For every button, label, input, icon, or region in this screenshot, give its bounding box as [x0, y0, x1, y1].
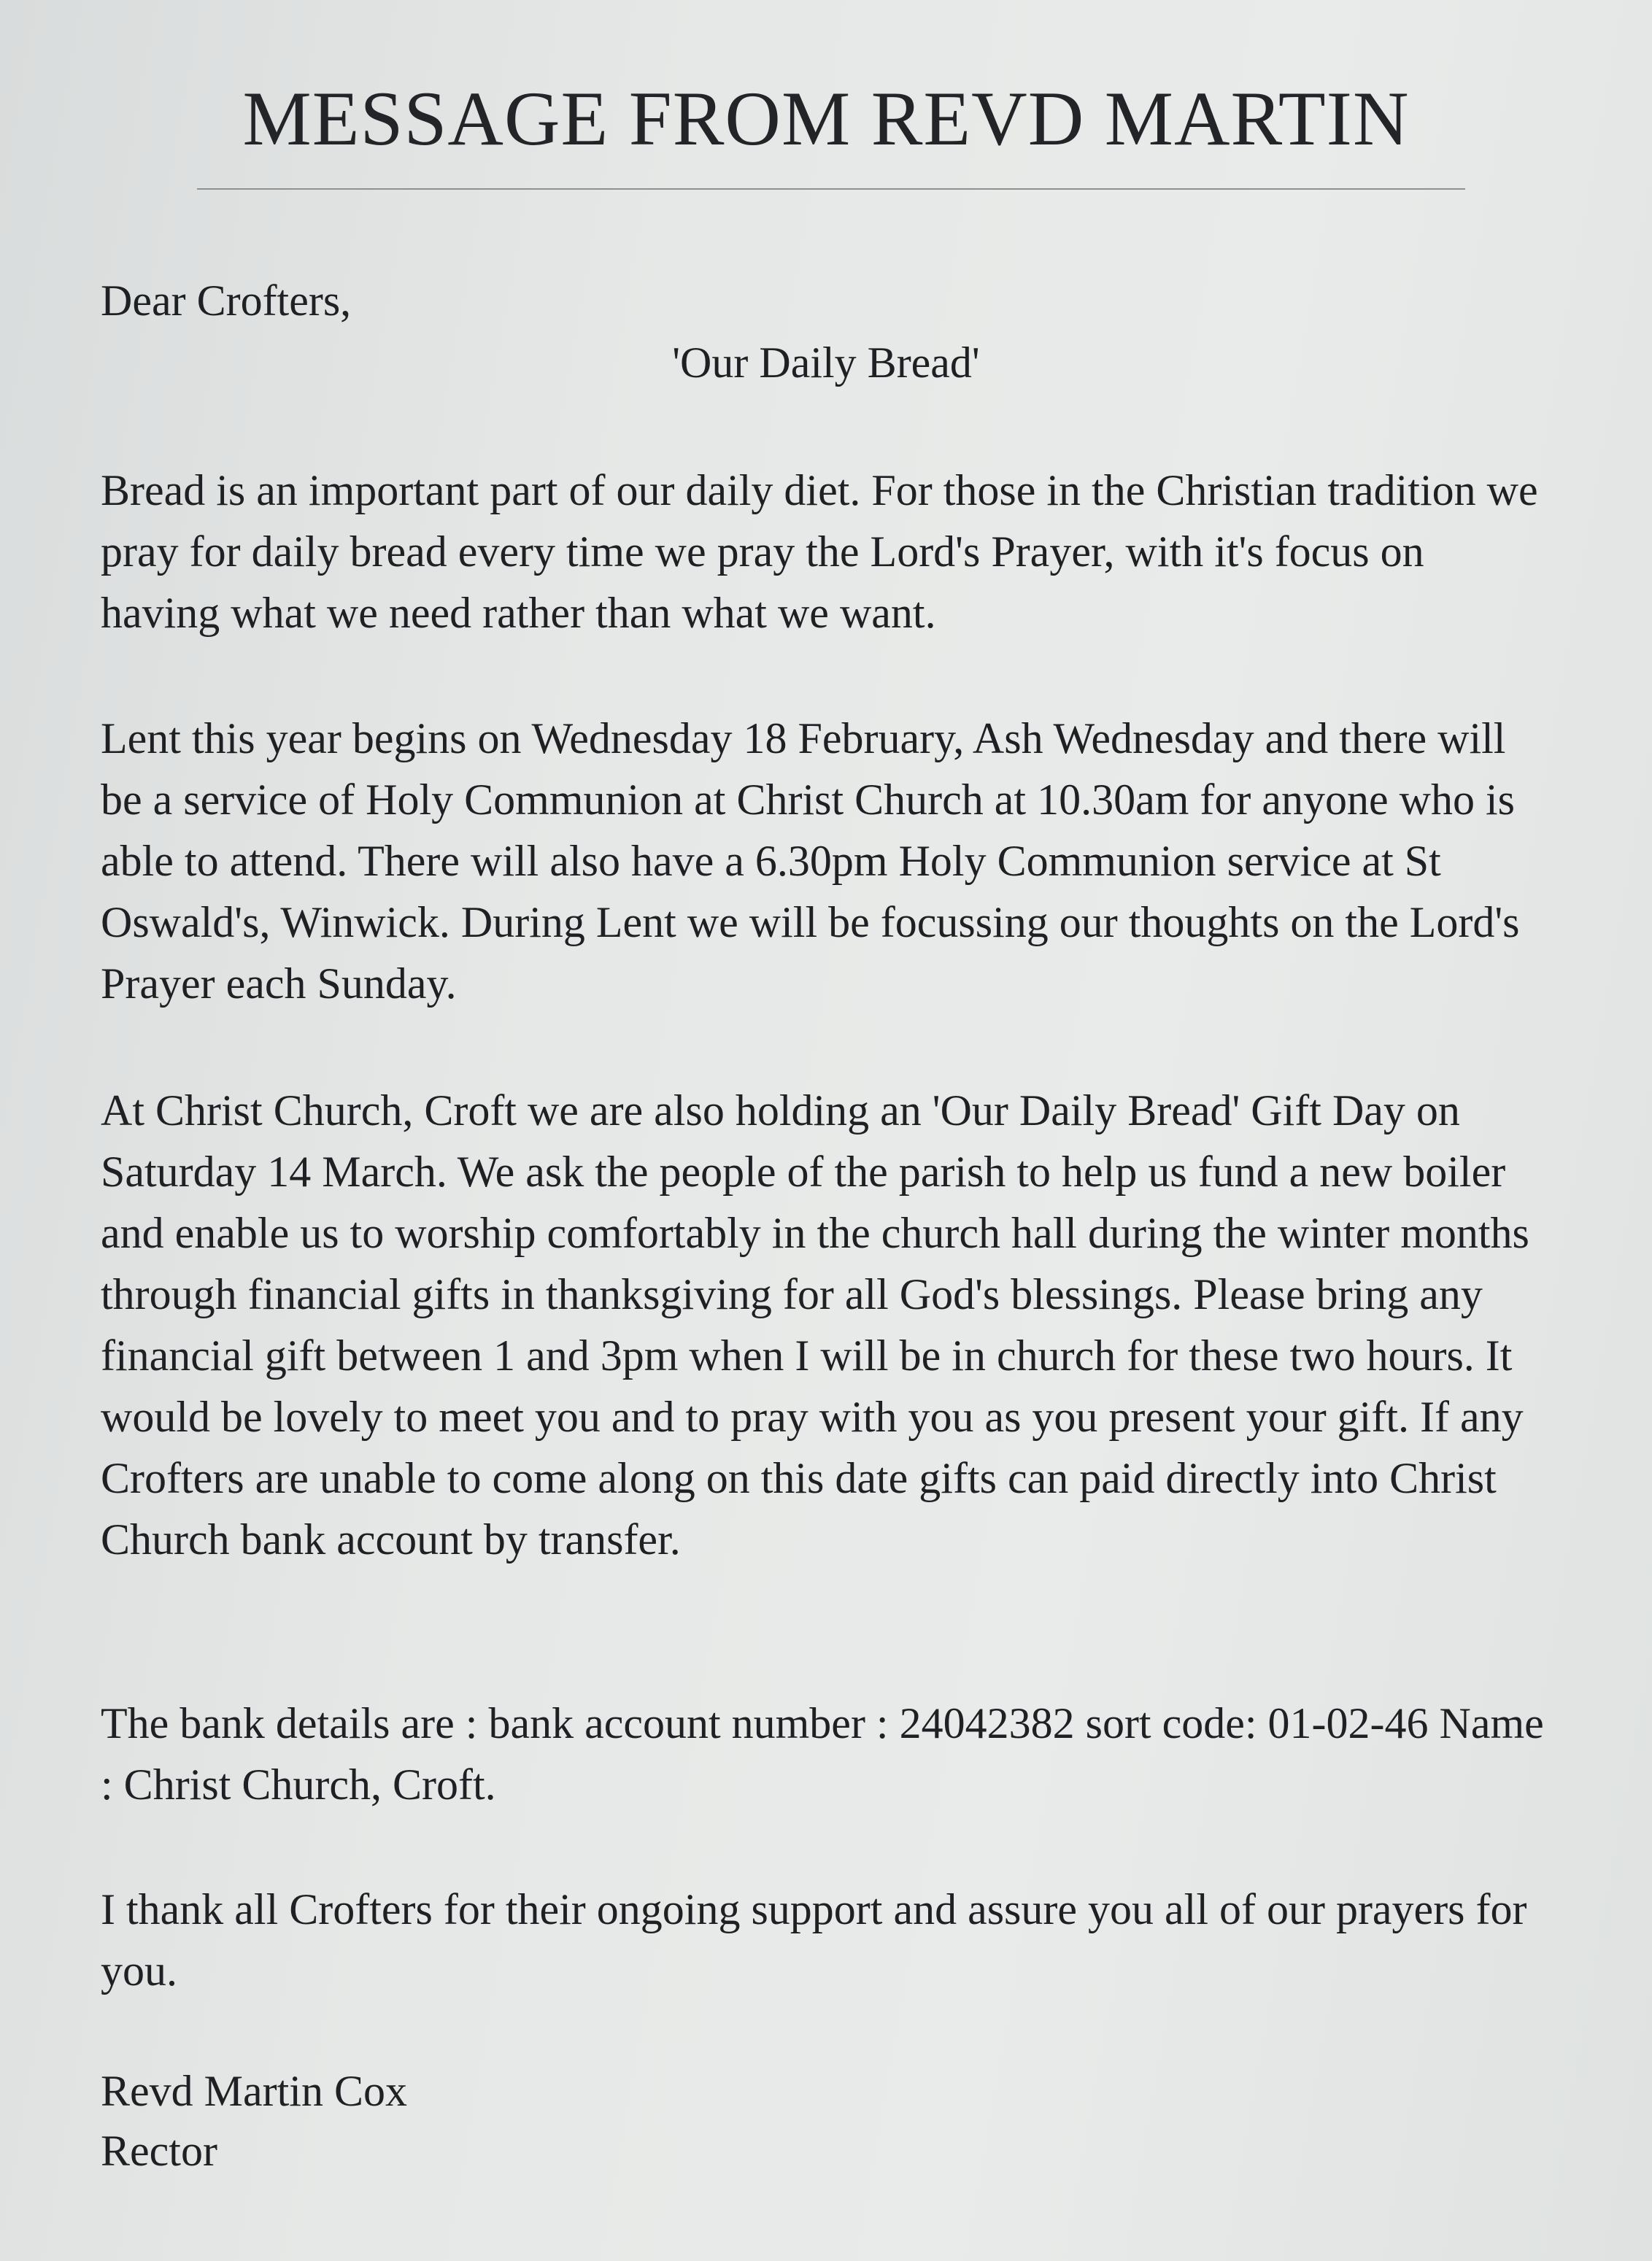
paragraph-lent	[101, 708, 1553, 1014]
paragraph-gift-day	[101, 1080, 1553, 1570]
paragraph-daily-bread	[101, 460, 1553, 643]
paragraph-text: Bread is an important part of our daily diet. For those in the Christian tradition we pray for daily bread every time we pray the Lord's Prayer, with it's focus on having what we need rather than what we want.	[101, 466, 1538, 637]
page-title: MESSAGE FROM REVD MARTIN	[242, 76, 1410, 161]
paragraph-text: The bank details are : bank account number : 24042382 sort code: 01-02-46 Name : Christ Church, Croft.	[101, 1699, 1544, 1809]
letter-subtitle: 'Our Daily Bread'	[672, 339, 980, 387]
signature-block	[101, 2061, 1553, 2181]
paragraph-bank-details	[101, 1693, 1553, 1815]
signature-name: Revd Martin Cox	[101, 2067, 407, 2115]
paragraph-thanks	[101, 1879, 1553, 2001]
title-divider	[197, 188, 1465, 190]
paragraph-text: At Christ Church, Croft we are also holding an 'Our Daily Bread' Gift Day on Saturday 14 March. We ask the people of the parish to help us fund a new boiler and enable us to worship comfortably in the church hall during the winter months through financial gifts in thanksgiving for all God's blessings. Please bring any financial gift between 1 and 3pm when I will be in church for these two hours. It would be lovely to meet you and to pray with you as you present your gift. If any Crofters are unable to come along on this date gifts can paid directly into Christ Church bank account by transfer.	[101, 1086, 1529, 1564]
paragraph-text: Lent this year begins on Wednesday 18 February, Ash Wednesday and there will be a service of Holy Communion at Christ Church at 10.30am for anyone who is able to attend. There will also have a 6.30pm Holy Communion service at St Oswald's, Winwick. During Lent we will be focussing our thoughts on the Lord's Prayer each Sunday.	[101, 714, 1520, 1008]
salutation: Dear Crofters,	[101, 277, 352, 325]
paragraph-text: I thank all Crofters for their ongoing support and assure you all of our prayers for you.	[101, 1885, 1527, 1995]
signature-role: Rector	[101, 2127, 217, 2175]
